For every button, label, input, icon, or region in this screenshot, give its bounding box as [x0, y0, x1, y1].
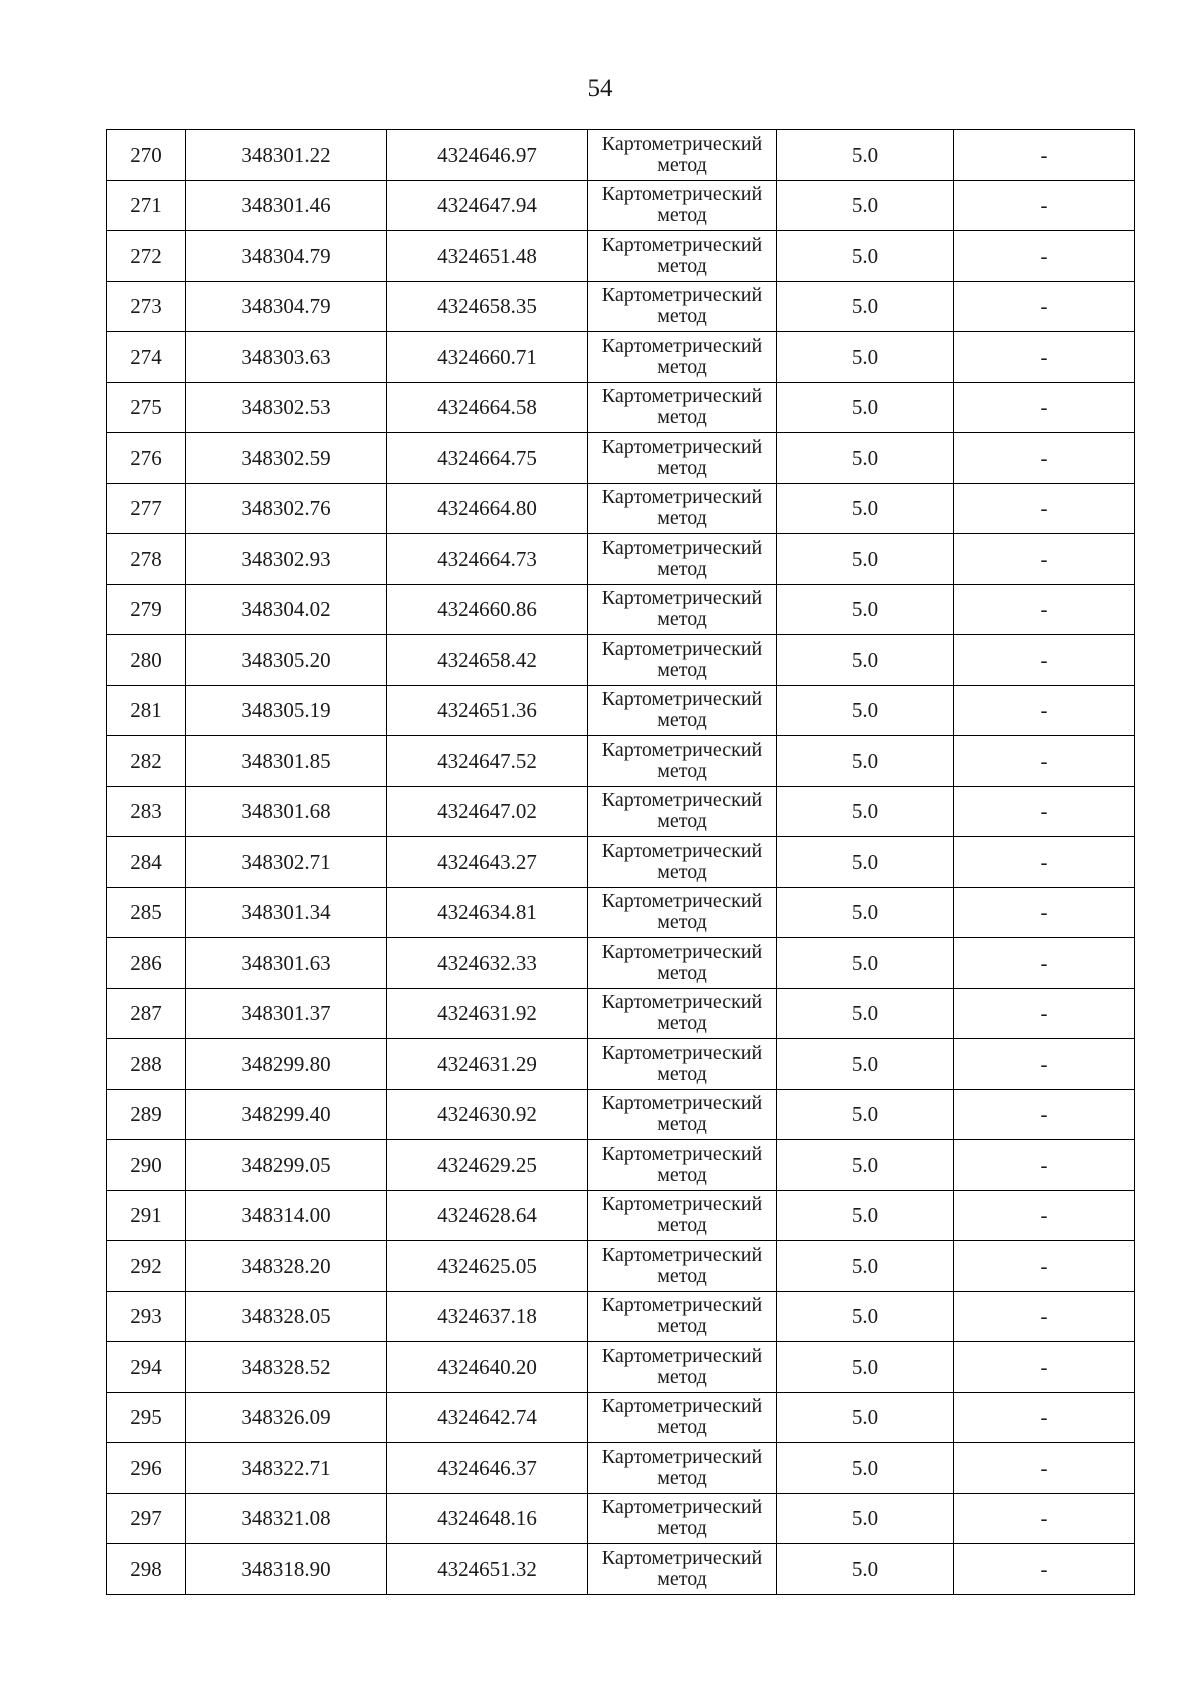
note-cell: -: [954, 786, 1135, 837]
note-cell: -: [954, 938, 1135, 989]
y-coordinate-cell: 4324664.58: [387, 382, 588, 433]
x-coordinate-cell: 348301.46: [186, 180, 387, 231]
coordinates-table: [106, 129, 1135, 1595]
point-number-cell: 298: [107, 1544, 186, 1595]
method-label-line2: метод: [657, 1315, 707, 1338]
method-label-line2: метод: [657, 658, 707, 681]
point-number-cell: 294: [107, 1342, 186, 1393]
x-coordinate-cell: 348302.59: [186, 433, 387, 484]
note-cell: -: [954, 685, 1135, 736]
table-row: [107, 332, 1135, 383]
accuracy-cell: 5.0: [777, 1342, 954, 1393]
method-label-line1: Картометрический: [601, 435, 763, 458]
x-coordinate-cell: 348318.90: [186, 1544, 387, 1595]
method-cell: [588, 685, 777, 736]
y-coordinate-cell: 4324658.35: [387, 281, 588, 332]
accuracy-cell: 5.0: [777, 433, 954, 484]
table-row: [107, 1392, 1135, 1443]
accuracy-cell: 5.0: [777, 837, 954, 888]
x-coordinate-cell: 348321.08: [186, 1493, 387, 1544]
x-coordinate-cell: 348301.34: [186, 887, 387, 938]
method-label-line1: Картометрический: [601, 132, 763, 155]
y-coordinate-cell: 4324625.05: [387, 1241, 588, 1292]
method-label-line1: Картометрический: [601, 1496, 763, 1519]
x-coordinate-cell: 348304.79: [186, 281, 387, 332]
table-row: [107, 231, 1135, 282]
x-coordinate-cell: 348328.20: [186, 1241, 387, 1292]
table-row: [107, 483, 1135, 534]
method-label-line2: метод: [657, 961, 707, 984]
method-label-line2: метод: [657, 305, 707, 328]
accuracy-cell: 5.0: [777, 1089, 954, 1140]
y-coordinate-cell: 4324640.20: [387, 1342, 588, 1393]
method-cell: [588, 635, 777, 686]
method-label-line1: Картометрический: [601, 1344, 763, 1367]
note-cell: -: [954, 584, 1135, 635]
x-coordinate-cell: 348302.93: [186, 534, 387, 585]
table-row: [107, 887, 1135, 938]
note-cell: -: [954, 433, 1135, 484]
table-row: [107, 534, 1135, 585]
method-label-line2: метод: [657, 1264, 707, 1287]
table-row: [107, 635, 1135, 686]
method-label-line2: метод: [657, 759, 707, 782]
note-cell: -: [954, 1140, 1135, 1191]
method-label-line1: Картометрический: [601, 385, 763, 408]
point-number-cell: 287: [107, 988, 186, 1039]
method-cell: [588, 483, 777, 534]
x-coordinate-cell: 348326.09: [186, 1392, 387, 1443]
y-coordinate-cell: 4324664.73: [387, 534, 588, 585]
point-number-cell: 284: [107, 837, 186, 888]
table-row: [107, 988, 1135, 1039]
point-number-cell: 290: [107, 1140, 186, 1191]
table-row: [107, 1089, 1135, 1140]
method-label-line2: метод: [657, 1163, 707, 1186]
note-cell: -: [954, 988, 1135, 1039]
method-label-line1: Картометрический: [601, 1142, 763, 1165]
method-cell: [588, 382, 777, 433]
method-label-line2: метод: [657, 507, 707, 530]
table-body: [107, 130, 1135, 1595]
method-label-line2: метод: [657, 911, 707, 934]
method-label-line2: метод: [657, 406, 707, 429]
method-label-line2: метод: [657, 1214, 707, 1237]
y-coordinate-cell: 4324643.27: [387, 837, 588, 888]
method-label-line2: метод: [657, 1113, 707, 1136]
y-coordinate-cell: 4324648.16: [387, 1493, 588, 1544]
table-row: [107, 1190, 1135, 1241]
accuracy-cell: 5.0: [777, 1241, 954, 1292]
method-cell: [588, 130, 777, 181]
note-cell: -: [954, 1039, 1135, 1090]
y-coordinate-cell: 4324651.36: [387, 685, 588, 736]
method-label-line1: Картометрический: [601, 284, 763, 307]
point-number-cell: 279: [107, 584, 186, 635]
point-number-cell: 280: [107, 635, 186, 686]
method-label-line1: Картометрический: [601, 1041, 763, 1064]
y-coordinate-cell: 4324647.52: [387, 736, 588, 787]
method-label-line1: Картометрический: [601, 637, 763, 660]
method-label-line1: Картометрический: [601, 839, 763, 862]
table-row: [107, 1241, 1135, 1292]
method-label-line1: Картометрический: [601, 1395, 763, 1418]
y-coordinate-cell: 4324660.71: [387, 332, 588, 383]
point-number-cell: 283: [107, 786, 186, 837]
x-coordinate-cell: 348303.63: [186, 332, 387, 383]
table-row: [107, 180, 1135, 231]
y-coordinate-cell: 4324628.64: [387, 1190, 588, 1241]
point-number-cell: 274: [107, 332, 186, 383]
method-label-line2: метод: [657, 1062, 707, 1085]
method-cell: [588, 736, 777, 787]
note-cell: -: [954, 1392, 1135, 1443]
x-coordinate-cell: 348304.79: [186, 231, 387, 282]
method-cell: [588, 281, 777, 332]
method-cell: [588, 584, 777, 635]
method-label-line1: Картометрический: [601, 233, 763, 256]
note-cell: -: [954, 180, 1135, 231]
x-coordinate-cell: 348301.68: [186, 786, 387, 837]
point-number-cell: 295: [107, 1392, 186, 1443]
accuracy-cell: 5.0: [777, 231, 954, 282]
note-cell: -: [954, 1493, 1135, 1544]
method-label-line1: Картометрический: [601, 688, 763, 711]
table-row: [107, 1443, 1135, 1494]
method-cell: [588, 887, 777, 938]
method-cell: [588, 1190, 777, 1241]
method-cell: [588, 1291, 777, 1342]
point-number-cell: 293: [107, 1291, 186, 1342]
point-number-cell: 297: [107, 1493, 186, 1544]
method-cell: [588, 180, 777, 231]
y-coordinate-cell: 4324658.42: [387, 635, 588, 686]
x-coordinate-cell: 348301.37: [186, 988, 387, 1039]
x-coordinate-cell: 348328.52: [186, 1342, 387, 1393]
method-cell: [588, 1342, 777, 1393]
note-cell: -: [954, 837, 1135, 888]
note-cell: -: [954, 382, 1135, 433]
y-coordinate-cell: 4324647.94: [387, 180, 588, 231]
table-row: [107, 938, 1135, 989]
point-number-cell: 275: [107, 382, 186, 433]
x-coordinate-cell: 348302.53: [186, 382, 387, 433]
method-label-line2: метод: [657, 860, 707, 883]
x-coordinate-cell: 348305.20: [186, 635, 387, 686]
accuracy-cell: 5.0: [777, 1291, 954, 1342]
table-row: [107, 584, 1135, 635]
method-cell: [588, 1140, 777, 1191]
method-label-line2: метод: [657, 1365, 707, 1388]
method-label-line1: Картометрический: [601, 890, 763, 913]
method-label-line1: Картометрический: [601, 1445, 763, 1468]
table-row: [107, 1291, 1135, 1342]
method-label-line1: Картометрический: [601, 1092, 763, 1115]
note-cell: -: [954, 1544, 1135, 1595]
accuracy-cell: 5.0: [777, 1544, 954, 1595]
method-label-line1: Картометрический: [601, 587, 763, 610]
note-cell: -: [954, 1342, 1135, 1393]
x-coordinate-cell: 348301.63: [186, 938, 387, 989]
method-label-line1: Картометрический: [601, 1546, 763, 1569]
x-coordinate-cell: 348302.76: [186, 483, 387, 534]
note-cell: -: [954, 635, 1135, 686]
note-cell: -: [954, 130, 1135, 181]
accuracy-cell: 5.0: [777, 130, 954, 181]
y-coordinate-cell: 4324651.32: [387, 1544, 588, 1595]
x-coordinate-cell: 348304.02: [186, 584, 387, 635]
table-row: [107, 1342, 1135, 1393]
method-cell: [588, 433, 777, 484]
accuracy-cell: 5.0: [777, 1493, 954, 1544]
y-coordinate-cell: 4324632.33: [387, 938, 588, 989]
note-cell: -: [954, 1089, 1135, 1140]
accuracy-cell: 5.0: [777, 988, 954, 1039]
point-number-cell: 276: [107, 433, 186, 484]
table-row: [107, 1544, 1135, 1595]
table-row: [107, 1493, 1135, 1544]
accuracy-cell: 5.0: [777, 635, 954, 686]
x-coordinate-cell: 348314.00: [186, 1190, 387, 1241]
method-cell: [588, 1039, 777, 1090]
accuracy-cell: 5.0: [777, 332, 954, 383]
method-cell: [588, 332, 777, 383]
table-row: [107, 685, 1135, 736]
method-label-line2: метод: [657, 1012, 707, 1035]
method-label-line2: метод: [657, 608, 707, 631]
y-coordinate-cell: 4324664.75: [387, 433, 588, 484]
method-label-line2: метод: [657, 1567, 707, 1590]
x-coordinate-cell: 348301.85: [186, 736, 387, 787]
note-cell: -: [954, 332, 1135, 383]
method-label-line2: метод: [657, 1466, 707, 1489]
method-label-line2: метод: [657, 557, 707, 580]
method-label-line2: метод: [657, 456, 707, 479]
note-cell: -: [954, 1291, 1135, 1342]
note-cell: -: [954, 1190, 1135, 1241]
accuracy-cell: 5.0: [777, 786, 954, 837]
method-label-line1: Картометрический: [601, 486, 763, 509]
point-number-cell: 286: [107, 938, 186, 989]
method-label-line2: метод: [657, 254, 707, 277]
method-label-line1: Картометрический: [601, 1193, 763, 1216]
table-row: [107, 1039, 1135, 1090]
table-row: [107, 1140, 1135, 1191]
accuracy-cell: 5.0: [777, 1190, 954, 1241]
x-coordinate-cell: 348305.19: [186, 685, 387, 736]
point-number-cell: 282: [107, 736, 186, 787]
y-coordinate-cell: 4324664.80: [387, 483, 588, 534]
method-cell: [588, 1241, 777, 1292]
point-number-cell: 296: [107, 1443, 186, 1494]
accuracy-cell: 5.0: [777, 1392, 954, 1443]
accuracy-cell: 5.0: [777, 1140, 954, 1191]
y-coordinate-cell: 4324634.81: [387, 887, 588, 938]
method-label-line2: метод: [657, 810, 707, 833]
method-label-line1: Картометрический: [601, 183, 763, 206]
method-cell: [588, 1089, 777, 1140]
accuracy-cell: 5.0: [777, 584, 954, 635]
table-row: [107, 281, 1135, 332]
accuracy-cell: 5.0: [777, 483, 954, 534]
point-number-cell: 277: [107, 483, 186, 534]
method-cell: [588, 988, 777, 1039]
table-row: [107, 433, 1135, 484]
y-coordinate-cell: 4324631.92: [387, 988, 588, 1039]
x-coordinate-cell: 348328.05: [186, 1291, 387, 1342]
method-label-line1: Картометрический: [601, 536, 763, 559]
accuracy-cell: 5.0: [777, 685, 954, 736]
method-cell: [588, 1544, 777, 1595]
method-label-line1: Картометрический: [601, 1294, 763, 1317]
method-label-line2: метод: [657, 204, 707, 227]
x-coordinate-cell: 348299.80: [186, 1039, 387, 1090]
x-coordinate-cell: 348299.40: [186, 1089, 387, 1140]
method-cell: [588, 534, 777, 585]
method-cell: [588, 938, 777, 989]
point-number-cell: 291: [107, 1190, 186, 1241]
x-coordinate-cell: 348302.71: [186, 837, 387, 888]
method-label-line1: Картометрический: [601, 1243, 763, 1266]
accuracy-cell: 5.0: [777, 382, 954, 433]
accuracy-cell: 5.0: [777, 281, 954, 332]
table-row: [107, 786, 1135, 837]
method-label-line2: метод: [657, 153, 707, 176]
method-cell: [588, 231, 777, 282]
method-label-line2: метод: [657, 709, 707, 732]
note-cell: -: [954, 281, 1135, 332]
y-coordinate-cell: 4324646.97: [387, 130, 588, 181]
accuracy-cell: 5.0: [777, 180, 954, 231]
y-coordinate-cell: 4324629.25: [387, 1140, 588, 1191]
method-cell: [588, 837, 777, 888]
method-cell: [588, 1493, 777, 1544]
point-number-cell: 289: [107, 1089, 186, 1140]
point-number-cell: 272: [107, 231, 186, 282]
method-label-line2: метод: [657, 355, 707, 378]
accuracy-cell: 5.0: [777, 736, 954, 787]
y-coordinate-cell: 4324642.74: [387, 1392, 588, 1443]
accuracy-cell: 5.0: [777, 887, 954, 938]
y-coordinate-cell: 4324647.02: [387, 786, 588, 837]
y-coordinate-cell: 4324646.37: [387, 1443, 588, 1494]
note-cell: -: [954, 736, 1135, 787]
method-label-line2: метод: [657, 1517, 707, 1540]
note-cell: -: [954, 887, 1135, 938]
y-coordinate-cell: 4324651.48: [387, 231, 588, 282]
note-cell: -: [954, 483, 1135, 534]
note-cell: -: [954, 534, 1135, 585]
point-number-cell: 281: [107, 685, 186, 736]
page-number: 54: [587, 75, 613, 102]
point-number-cell: 278: [107, 534, 186, 585]
method-cell: [588, 1443, 777, 1494]
y-coordinate-cell: 4324660.86: [387, 584, 588, 635]
accuracy-cell: 5.0: [777, 534, 954, 585]
table-row: [107, 837, 1135, 888]
point-number-cell: 285: [107, 887, 186, 938]
accuracy-cell: 5.0: [777, 1039, 954, 1090]
table-row: [107, 736, 1135, 787]
note-cell: -: [954, 1241, 1135, 1292]
note-cell: -: [954, 231, 1135, 282]
x-coordinate-cell: 348299.05: [186, 1140, 387, 1191]
accuracy-cell: 5.0: [777, 938, 954, 989]
method-cell: [588, 786, 777, 837]
point-number-cell: 270: [107, 130, 186, 181]
y-coordinate-cell: 4324630.92: [387, 1089, 588, 1140]
method-label-line1: Картометрический: [601, 789, 763, 812]
method-cell: [588, 1392, 777, 1443]
method-label-line1: Картометрический: [601, 940, 763, 963]
note-cell: -: [954, 1443, 1135, 1494]
point-number-cell: 271: [107, 180, 186, 231]
table-row: [107, 130, 1135, 181]
y-coordinate-cell: 4324631.29: [387, 1039, 588, 1090]
point-number-cell: 288: [107, 1039, 186, 1090]
method-label-line2: метод: [657, 1416, 707, 1439]
point-number-cell: 273: [107, 281, 186, 332]
table-row: [107, 382, 1135, 433]
method-label-line1: Картометрический: [601, 991, 763, 1014]
y-coordinate-cell: 4324637.18: [387, 1291, 588, 1342]
x-coordinate-cell: 348301.22: [186, 130, 387, 181]
point-number-cell: 292: [107, 1241, 186, 1292]
method-label-line1: Картометрический: [601, 334, 763, 357]
x-coordinate-cell: 348322.71: [186, 1443, 387, 1494]
method-label-line1: Картометрический: [601, 738, 763, 761]
accuracy-cell: 5.0: [777, 1443, 954, 1494]
